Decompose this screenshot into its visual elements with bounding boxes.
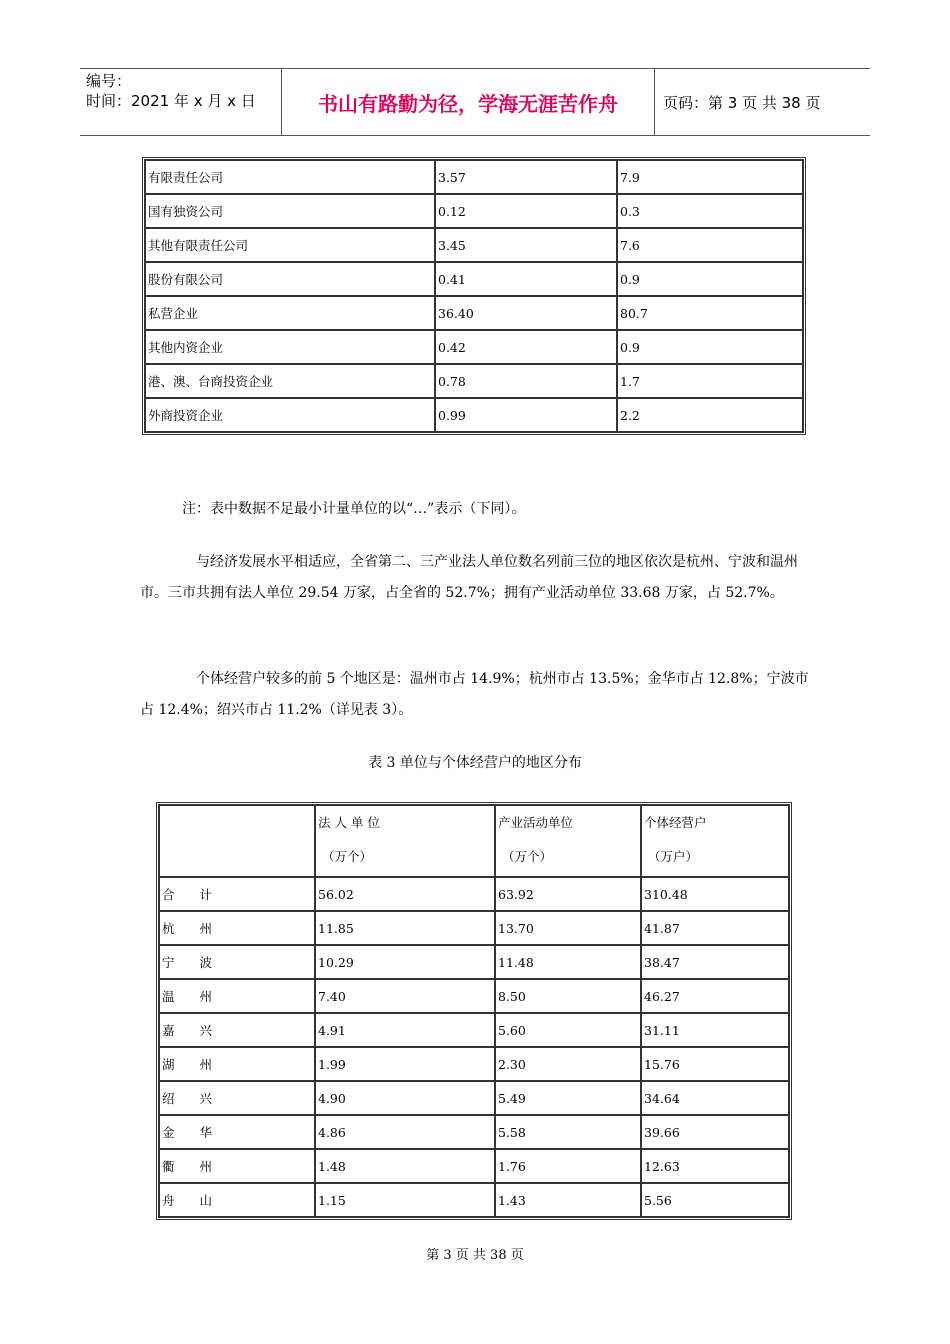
table-cell: 嘉 兴 bbox=[159, 1013, 315, 1047]
table-cell: 0.99 bbox=[435, 398, 617, 432]
table-cell: 0.3 bbox=[617, 194, 803, 228]
table3-header-cell: 个体经营户 （万户） bbox=[641, 805, 789, 877]
table-cell: 1.99 bbox=[315, 1047, 495, 1081]
header-meta bbox=[80, 69, 282, 135]
table-cell: 金 华 bbox=[159, 1115, 315, 1149]
table-cell: 3.57 bbox=[435, 160, 617, 194]
table-cell: 5.56 bbox=[641, 1183, 789, 1217]
table-cell: 8.50 bbox=[495, 979, 641, 1013]
table3-row bbox=[159, 911, 789, 945]
table3-row bbox=[159, 1081, 789, 1115]
table1-row bbox=[145, 296, 803, 330]
table-cell: 0.9 bbox=[617, 330, 803, 364]
table1-row bbox=[145, 160, 803, 194]
table1-row bbox=[145, 330, 803, 364]
table1-row bbox=[145, 398, 803, 432]
table3-row bbox=[159, 945, 789, 979]
table-cell: 港、澳、台商投资企业 bbox=[145, 364, 435, 398]
table-cell: 7.9 bbox=[617, 160, 803, 194]
table3-caption: 表 3 单位与个体经营户的地区分布 bbox=[368, 755, 582, 771]
table-cell: 0.12 bbox=[435, 194, 617, 228]
table3-header-cell bbox=[159, 805, 315, 877]
table-cell: 4.91 bbox=[315, 1013, 495, 1047]
table-cell: 15.76 bbox=[641, 1047, 789, 1081]
table-cell: 80.7 bbox=[617, 296, 803, 330]
table-cell: 其他内资企业 bbox=[145, 330, 435, 364]
table3-row bbox=[159, 877, 789, 911]
table3-row bbox=[159, 1183, 789, 1217]
table-cell: 34.64 bbox=[641, 1081, 789, 1115]
table-cell: 绍 兴 bbox=[159, 1081, 315, 1115]
table3-header-cell: 法 人 单 位 （万个） bbox=[315, 805, 495, 877]
table-cell: 衢 州 bbox=[159, 1149, 315, 1183]
table-cell: 有限责任公司 bbox=[145, 160, 435, 194]
table-cell: 其他有限责任公司 bbox=[145, 228, 435, 262]
table-cell: 温 州 bbox=[159, 979, 315, 1013]
table-cell: 12.63 bbox=[641, 1149, 789, 1183]
table1-row bbox=[145, 262, 803, 296]
header-page-label: 页码：第 3 页 共 38 页 bbox=[663, 93, 821, 112]
table-cell: 10.29 bbox=[315, 945, 495, 979]
table-cell: 7.40 bbox=[315, 979, 495, 1013]
table-cell: 宁 波 bbox=[159, 945, 315, 979]
table-cell: 39.66 bbox=[641, 1115, 789, 1149]
page-header bbox=[80, 68, 870, 136]
table-cell: 31.11 bbox=[641, 1013, 789, 1047]
table-cell: 合 计 bbox=[159, 877, 315, 911]
table-note: 注：表中数据不足最小计量单位的以“…”表示（下同）。 bbox=[182, 501, 526, 517]
table1-row bbox=[145, 194, 803, 228]
table-cell: 杭 州 bbox=[159, 911, 315, 945]
table-cell: 63.92 bbox=[495, 877, 641, 911]
table1-row bbox=[145, 364, 803, 398]
paragraph-individual: 个体经营户较多的前 5 个地区是：温州市占 14.9%；杭州市占 13.5%；金华市占 12.8%；宁波市占 12.4%；绍兴市占 11.2%（详见表 3）。 bbox=[140, 671, 809, 718]
table-cell: 0.41 bbox=[435, 262, 617, 296]
table3-row bbox=[159, 1013, 789, 1047]
table-cell: 11.48 bbox=[495, 945, 641, 979]
table-cell: 56.02 bbox=[315, 877, 495, 911]
table3-header-cell: 产业活动单位 （万个） bbox=[495, 805, 641, 877]
table-cell: 外商投资企业 bbox=[145, 398, 435, 432]
time-label: 时间：2021 年 x 月 x 日 bbox=[86, 92, 256, 110]
table-cell: 38.47 bbox=[641, 945, 789, 979]
table-cell: 股份有限公司 bbox=[145, 262, 435, 296]
table-cell: 310.48 bbox=[641, 877, 789, 911]
header-motto: 书山有路勤为径，学海无涯苦作舟 bbox=[282, 69, 655, 135]
table-cell: 国有独资公司 bbox=[145, 194, 435, 228]
table-cell: 1.48 bbox=[315, 1149, 495, 1183]
table-cell: 1.15 bbox=[315, 1183, 495, 1217]
table-cell: 1.43 bbox=[495, 1183, 641, 1217]
table-cell: 1.7 bbox=[617, 364, 803, 398]
table-cell: 11.85 bbox=[315, 911, 495, 945]
table-cell: 46.27 bbox=[641, 979, 789, 1013]
table1-row bbox=[145, 228, 803, 262]
table-cell: 0.78 bbox=[435, 364, 617, 398]
table-cell: 4.90 bbox=[315, 1081, 495, 1115]
table3-row bbox=[159, 1149, 789, 1183]
table-cell: 36.40 bbox=[435, 296, 617, 330]
table3-header-row bbox=[159, 805, 789, 877]
table-cell: 5.49 bbox=[495, 1081, 641, 1115]
table-cell: 4.86 bbox=[315, 1115, 495, 1149]
table3-row bbox=[159, 1115, 789, 1149]
table-cell: 1.76 bbox=[495, 1149, 641, 1183]
table-cell: 7.6 bbox=[617, 228, 803, 262]
table-cell: 舟 山 bbox=[159, 1183, 315, 1217]
regional-distribution-table bbox=[156, 802, 792, 1220]
table3-row bbox=[159, 1047, 789, 1081]
table-cell: 5.58 bbox=[495, 1115, 641, 1149]
table-cell: 2.30 bbox=[495, 1047, 641, 1081]
table-cell: 2.2 bbox=[617, 398, 803, 432]
table-cell: 13.70 bbox=[495, 911, 641, 945]
table-cell: 私营企业 bbox=[145, 296, 435, 330]
page-footer: 第 3 页 共 38 页 bbox=[426, 1248, 524, 1263]
paragraph-regions: 与经济发展水平相适应，全省第二、三产业法人单位数名列前三位的地区依次是杭州、宁波和温州市。三市共拥有法人单位 29.54 万家，占全省的 52.7%；拥有产业活动单位 33.68 万家，占 52.7%。 bbox=[140, 554, 798, 601]
table-cell: 5.60 bbox=[495, 1013, 641, 1047]
table-cell: 41.87 bbox=[641, 911, 789, 945]
enterprise-type-table bbox=[142, 157, 806, 435]
table-cell: 0.9 bbox=[617, 262, 803, 296]
table3-row bbox=[159, 979, 789, 1013]
table-cell: 0.42 bbox=[435, 330, 617, 364]
serial-label: 编号： bbox=[86, 72, 132, 90]
table-cell: 3.45 bbox=[435, 228, 617, 262]
table-cell: 湖 州 bbox=[159, 1047, 315, 1081]
